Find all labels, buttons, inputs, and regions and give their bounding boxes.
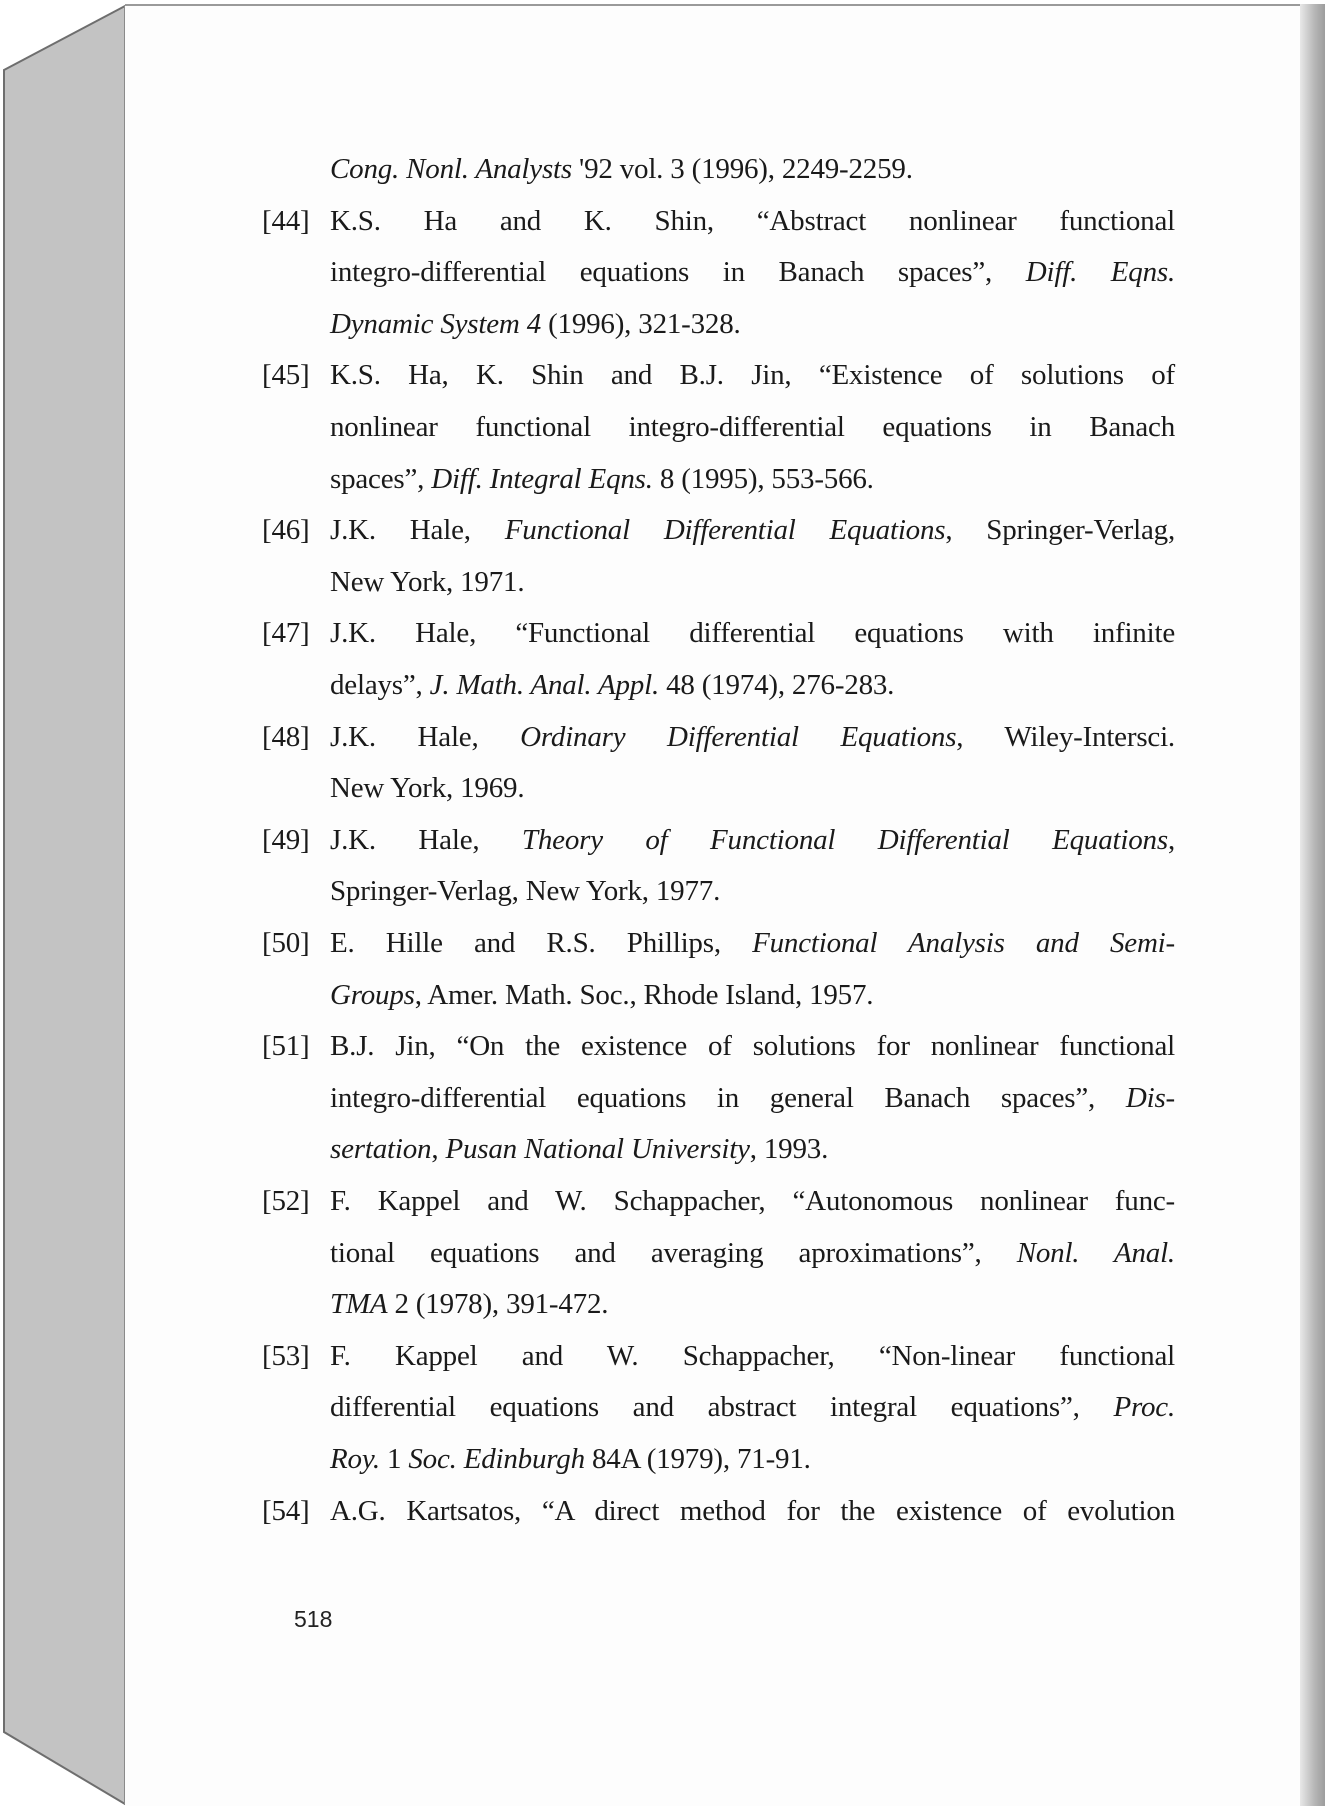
reference-line [0,1330,1325,1382]
reference-text-segment: F. Kappel and W. Schappacher, “Non-linear functional [330,1339,1175,1372]
reference-line [0,349,1325,401]
reference-line [0,1072,1325,1124]
reference-label: [50] [262,927,310,959]
page-number: 518 [294,1606,333,1632]
reference-text [330,1072,1175,1124]
reference-text-segment: Springer-Verlag, New York, 1977. [330,875,721,908]
italic-title-text: Cong. Nonl. Analysts [330,153,572,185]
reference-line [0,659,1325,711]
reference-text-segment: delays”, [330,669,430,701]
reference-text-segment: tional equations and averaging aproximations”, [330,1236,1017,1269]
reference-line [0,1381,1325,1433]
reference-text [330,1227,1175,1279]
italic-title-text: Dynamic System 4 [330,307,542,340]
reference-text [330,401,1175,453]
italic-title-text: Diff. Eqns. [1025,256,1176,289]
reference-line [0,504,1325,556]
reference-text-segment: B.J. Jin, “On the existence of solutions for nonlinear functional [330,1030,1175,1063]
reference-label: [46] [262,514,310,547]
reference-text-segment: 48 (1974), 276-283. [659,669,895,701]
reference-text-segment: J.K. Hale, “Functional differential equations with infinite [330,617,1175,650]
reference-text-segment: J.K. Hale, [330,514,505,547]
reference-text [330,1381,1175,1433]
reference-label: [49] [262,823,310,856]
reference-text [330,246,1175,298]
reference-line [0,298,1325,350]
italic-title-text: sertation [330,1133,432,1166]
reference-text [330,969,1175,1021]
reference-text-segment: integro-differential equations in Banach spaces”, [330,256,1026,289]
reference-text [330,1485,1175,1537]
reference-label: [52] [262,1185,310,1217]
reference-text-segment: spaces”, [330,462,432,495]
italic-title-text: Proc. [1113,1391,1175,1424]
reference-text [330,298,1175,350]
reference-text-segment: integro-differential equations in general Banach spaces”, [330,1081,1126,1114]
reference-text-segment: New York, 1969. [330,772,525,805]
reference-text-segment: (1996), 321-328. [541,307,741,340]
italic-title-text: Theory of Functional Differential Equations [521,823,1168,856]
reference-text [330,143,1175,195]
italic-title-text: Roy. [330,1443,380,1475]
reference-line [0,1175,1325,1227]
reference-label: [51] [262,1030,310,1063]
italic-title-text: J. Math. Anal. Appl. [429,669,660,701]
reference-text [330,504,1175,556]
reference-line [0,1123,1325,1175]
reference-text-segment: , [431,1133,446,1166]
italic-title-text: Ordinary Differential Equations [520,720,957,753]
reference-text-segment: J.K. Hale, [330,720,521,753]
reference-text-segment: K.S. Ha and K. Shin, “Abstract nonlinear functional [330,204,1175,237]
reference-text [330,453,1175,505]
reference-line [0,556,1325,608]
italic-title-text: Functional Differential Equations [504,514,946,547]
reference-text [330,607,1175,659]
reference-line [0,917,1325,969]
italic-title-text: Diff. Integral Eqns. [431,462,653,495]
italic-title-text: Pusan National University [445,1133,750,1166]
reference-text-segment: , Springer-Verlag, [945,514,1175,547]
reference-label: [45] [262,359,310,392]
reference-text [330,195,1175,247]
reference-text-segment: F. Kappel and W. Schappacher, “Autonomous nonlinear func- [330,1185,1175,1217]
reference-line [0,762,1325,814]
reference-text [330,865,1175,917]
reference-text [330,659,1175,711]
reference-text-segment: 8 (1995), 553-566. [652,462,874,495]
reference-line [0,607,1325,659]
reference-line [0,453,1325,505]
reference-line [0,865,1325,917]
reference-text-segment: K.S. Ha, K. Shin and B.J. Jin, “Existence of solutions of [330,359,1175,392]
reference-text [330,917,1175,969]
italic-title-text: Soc. Edinburgh [408,1443,585,1475]
reference-text [330,1330,1175,1382]
reference-text [330,1278,1175,1330]
reference-text-segment: differential equations and abstract integral equations”, [330,1391,1114,1424]
italic-title-text: Nonl. Anal. [1016,1236,1175,1269]
reference-text [330,711,1175,763]
reference-text-segment: 84A (1979), 71-91. [584,1443,811,1475]
reference-line [0,711,1325,763]
reference-line [0,1278,1325,1330]
reference-line [0,1433,1325,1485]
reference-text-segment: '92 vol. 3 (1996), 2249-2259. [572,153,913,185]
reference-label: [53] [262,1339,310,1372]
reference-text [330,556,1175,608]
reference-text [330,349,1175,401]
reference-line [0,969,1325,1021]
italic-title-text: TMA [330,1288,388,1321]
reference-line [0,246,1325,298]
reference-label: [47] [262,617,310,650]
reference-text [330,1175,1175,1227]
italic-title-text: Groups [330,978,415,1011]
reference-text-segment: 1 [379,1443,409,1475]
reference-line [0,1485,1325,1537]
italic-title-text: Functional Analysis and Semi- [752,927,1176,959]
reference-line [0,401,1325,453]
reference-text [330,1123,1175,1175]
reference-line [0,814,1325,866]
reference-text-segment: A.G. Kartsatos, “A direct method for the existence of evolution [330,1494,1175,1527]
reference-text-segment: E. Hille and R.S. Phillips, [330,927,753,959]
italic-title-text: Dis- [1125,1081,1175,1114]
reference-label: [48] [262,720,310,753]
reference-text-segment: J.K. Hale, [330,823,522,856]
reference-label: [54] [262,1494,310,1527]
reference-line [0,1227,1325,1279]
reference-line [0,1020,1325,1072]
reference-text-segment: New York, 1971. [330,565,525,598]
reference-text [330,814,1175,866]
reference-text-segment: , Wiley-Intersci. [956,720,1175,753]
reference-text-segment: , [1167,823,1175,856]
reference-text [330,1020,1175,1072]
reference-line [0,143,1325,195]
reference-label: [44] [262,204,310,237]
reference-line [0,195,1325,247]
reference-text [330,1433,1175,1485]
reference-text [330,762,1175,814]
reference-text-segment: , Amer. Math. Soc., Rhode Island, 1957. [414,978,874,1011]
reference-text-segment: , 1993. [749,1133,829,1166]
reference-text-segment: nonlinear functional integro-differential equations in Banach [330,411,1175,443]
reference-text-segment: 2 (1978), 391-472. [387,1288,609,1321]
